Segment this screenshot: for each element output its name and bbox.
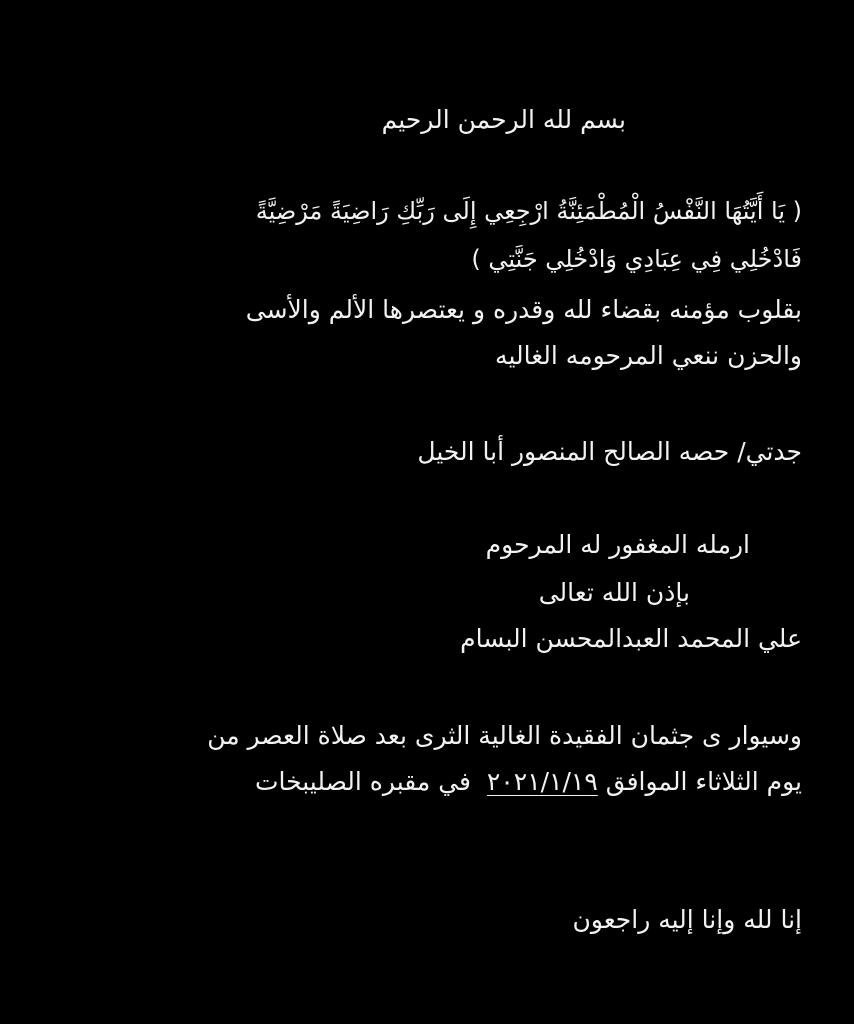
funeral-line-2 <box>255 762 802 802</box>
closing-phrase: إنا لله وإنا إليه راجعون <box>572 905 802 934</box>
widow-line-1: ارمله المغفور له المرحوم <box>485 530 750 559</box>
basmala: بسم لله الرحمن الرحيم <box>381 105 626 134</box>
funeral-day-text: يوم الثلاثاء الموافق <box>605 767 802 796</box>
funeral-line-1: وسيوار ى جثمان الفقيدة الغالية الثرى بعد صلاة العصر من <box>207 721 802 750</box>
condolence-line-2: والحزن ننعي المرحومه الغاليه <box>495 341 802 370</box>
deceased-name: جدتي/ حصه الصالح المنصور أبا الخيل <box>417 437 802 466</box>
funeral-location-text: في مقبره الصليبخات <box>254 767 472 796</box>
widow-line-2: بإذن الله تعالى <box>538 578 690 607</box>
quran-verse-line-1: ( يَا أَيَّتُهَا النَّفْسُ الْمُطْمَئِنَّةُ ارْجِعِي إِلَى رَبِّكِ رَاضِيَةً مَرْضِيَّةً <box>255 197 802 225</box>
funeral-date: ٢٠٢١/١/١٩ <box>486 767 598 796</box>
condolence-line-1: بقلوب مؤمنه بقضاء لله وقدره و يعتصرها الألم والأسى <box>245 295 802 324</box>
quran-verse-line-2: فَادْخُلِي فِي عِبَادِي وَادْخُلِي جَنَّتِي ) <box>471 245 802 273</box>
late-husband-name: علي المحمد العبدالمحسن البسام <box>460 624 802 653</box>
